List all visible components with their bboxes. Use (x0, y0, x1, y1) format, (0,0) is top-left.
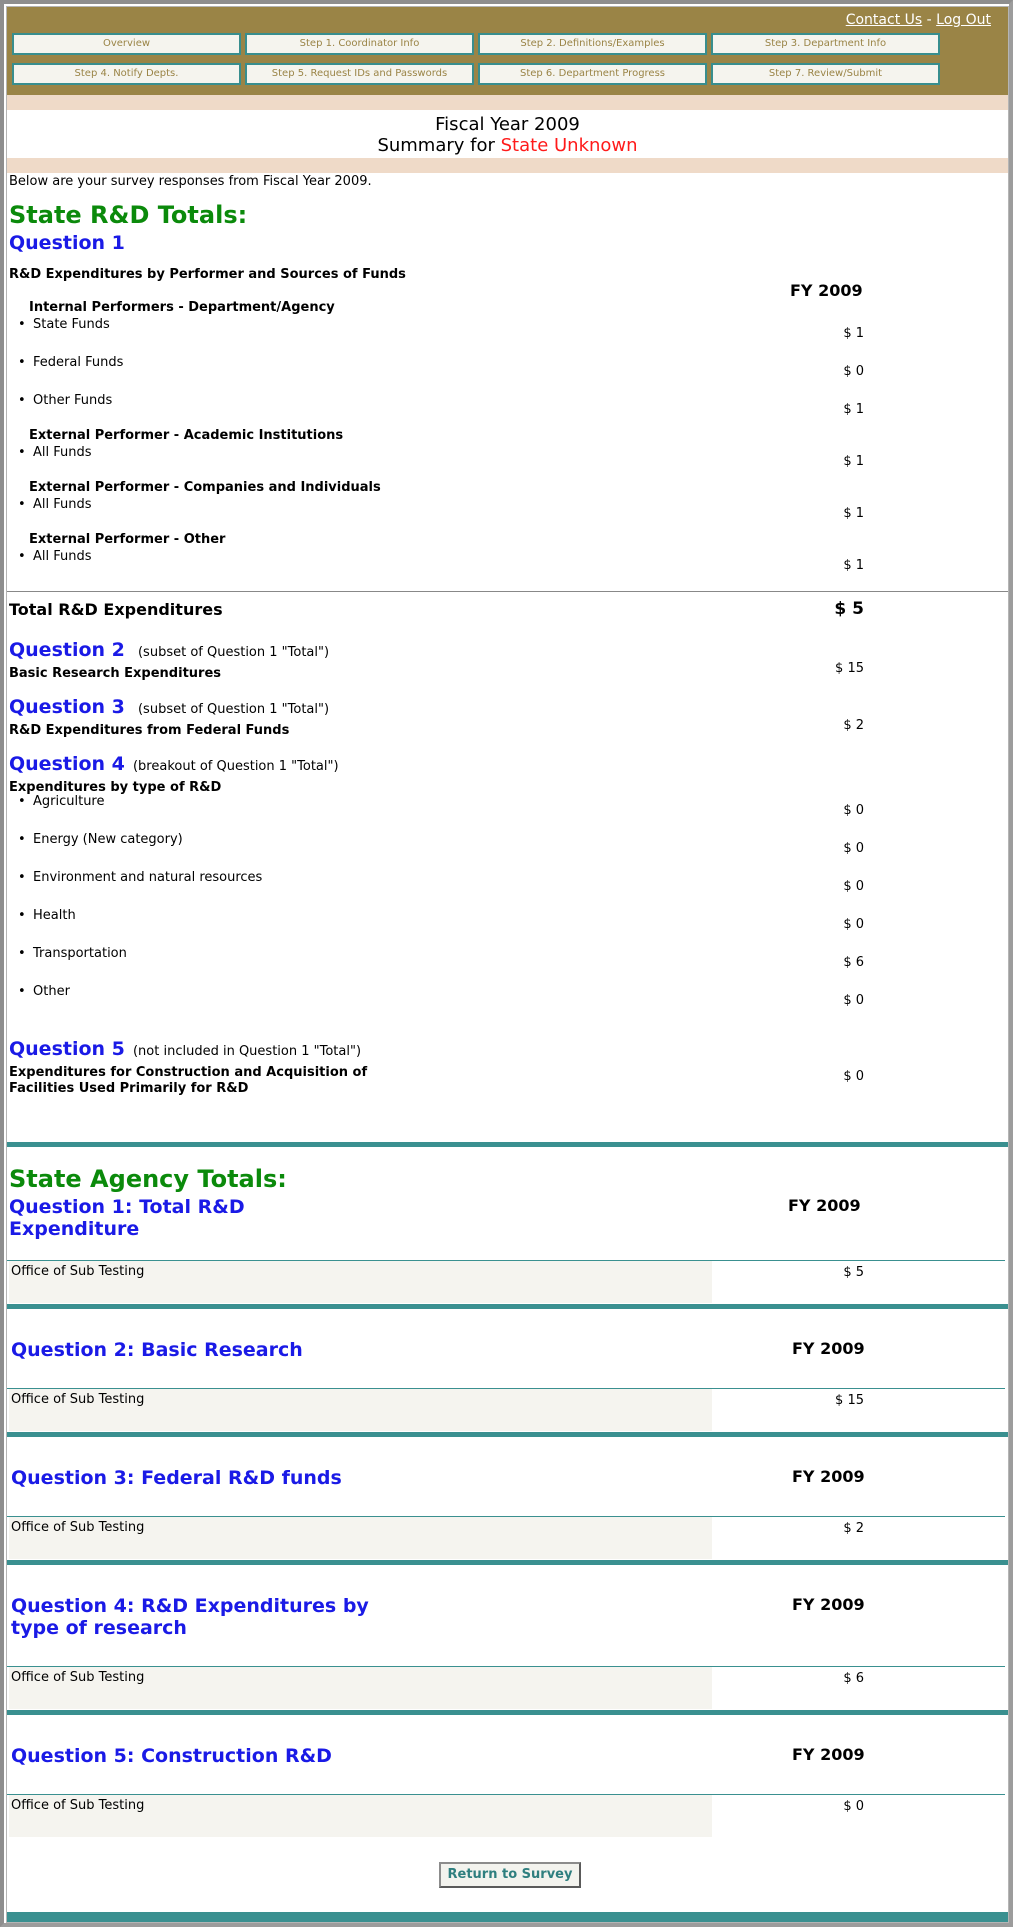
agency-q2-agency-name: Office of Sub Testing (11, 1392, 145, 1407)
agency-q3-title: Question 3: Federal R&D funds (11, 1467, 342, 1489)
agency-q2-value: $ 15 (835, 1393, 864, 1408)
q4-item-energy: • Energy (New category) (33, 832, 183, 847)
q5-note: (not included in Question 1 "Total") (132, 1044, 362, 1059)
federal-funds-label: • Federal Funds (33, 355, 123, 370)
q4-value-health: $ 0 (843, 917, 864, 932)
q4-note: (breakout of Question 1 "Total") (132, 759, 339, 774)
q2-subtitle: Basic Research Expenditures (9, 666, 221, 681)
state-funds-value: $ 1 (843, 326, 864, 341)
state-funds-label: • State Funds (33, 317, 110, 332)
agency-q5-title: Question 5: Construction R&D (11, 1745, 332, 1767)
q4-item-other: • Other (33, 984, 70, 999)
agency-q5-agency-name: Office of Sub Testing (11, 1798, 145, 1813)
q2-label: Question 2 (9, 639, 125, 661)
agency-divider-4 (7, 1710, 1008, 1715)
agency-q2-title: Question 2: Basic Research (11, 1339, 303, 1361)
total-rd-label: Total R&D Expenditures (9, 600, 223, 619)
q3-label: Question 3 (9, 696, 125, 718)
nav-tab-step2[interactable]: Step 2. Definitions/Examples (478, 33, 707, 55)
total-divider (7, 591, 1008, 592)
q5-heading (9, 1038, 361, 1060)
agency-divider-1 (7, 1304, 1008, 1309)
agency-divider-2 (7, 1432, 1008, 1437)
page-title (7, 110, 1008, 158)
agency-q1-title (9, 1196, 245, 1240)
nav-tab-step1[interactable]: Step 1. Coordinator Info (245, 33, 474, 55)
agency-q4-value: $ 6 (843, 1671, 864, 1686)
state-totals-heading: State R&D Totals: (9, 201, 248, 229)
title-band-bottom (7, 158, 1008, 173)
nav-tab-step4[interactable]: Step 4. Notify Depts. (12, 63, 241, 85)
nav-tab-overview[interactable]: Overview (12, 33, 241, 55)
agency-q4-fy-header: FY 2009 (792, 1595, 865, 1614)
q1-fy-header: FY 2009 (790, 281, 863, 300)
agency-q1-value: $ 5 (843, 1265, 864, 1280)
q4-value-transportation: $ 6 (843, 955, 864, 970)
nav-tab-step3[interactable]: Step 3. Department Info (711, 33, 940, 55)
agency-q3-agency-name: Office of Sub Testing (11, 1520, 145, 1535)
title-summary-prefix: Summary for (377, 135, 501, 156)
nav-row-2 (12, 63, 944, 85)
q4-item-transportation: • Transportation (33, 946, 127, 961)
agency-q4-agency-name: Office of Sub Testing (11, 1670, 145, 1685)
contact-us-link[interactable]: Contact Us (845, 12, 923, 28)
log-out-link[interactable]: Log Out (936, 12, 991, 28)
academic-all-funds-label: • All Funds (33, 445, 92, 460)
intro-text: Below are your survey responses from Fiscal Year 2009. (9, 174, 372, 189)
agency-divider-3 (7, 1560, 1008, 1565)
internal-performers-label: Internal Performers - Department/Agency (29, 300, 335, 315)
q5-subtitle-line2: Facilities Used Primarily for R&D (9, 1081, 249, 1096)
q1-subtitle: R&D Expenditures by Performer and Sources of Funds (9, 267, 406, 282)
q4-value-agriculture: $ 0 (843, 803, 864, 818)
state-name: State Unknown (500, 135, 638, 156)
nav-row-1 (12, 33, 944, 55)
nav-tab-step5[interactable]: Step 5. Request IDs and Passwords (245, 63, 474, 85)
agency-q3-value: $ 2 (843, 1521, 864, 1536)
q2-heading (9, 639, 329, 661)
q5-value: $ 0 (843, 1069, 864, 1084)
q4-value-energy: $ 0 (843, 841, 864, 856)
footer-bar (7, 1912, 1008, 1922)
agency-q4-title-line2: type of research (11, 1617, 187, 1639)
agency-q2-fy-header: FY 2009 (792, 1339, 865, 1358)
q1-label: Question 1 (9, 232, 125, 254)
q5-label: Question 5 (9, 1038, 125, 1060)
agency-q1-agency-name: Office of Sub Testing (11, 1264, 145, 1279)
q5-subtitle-line1: Expenditures for Construction and Acquisition of (9, 1065, 368, 1080)
federal-funds-value: $ 0 (843, 364, 864, 379)
title-fiscal-year: Fiscal Year 2009 (435, 114, 580, 135)
q4-heading (9, 753, 339, 775)
agency-q1-fy-header: FY 2009 (788, 1196, 861, 1215)
other-performer-label: External Performer - Other (29, 532, 226, 547)
page-content (6, 6, 1009, 1923)
academic-value: $ 1 (843, 454, 864, 469)
agency-totals-heading: State Agency Totals: (9, 1165, 287, 1193)
companies-performer-label: External Performer - Companies and Individuals (29, 480, 381, 495)
agency-q5-value: $ 0 (843, 1799, 864, 1814)
header-bar (7, 7, 1008, 95)
q4-value-other: $ 0 (843, 993, 864, 1008)
agency-q1-title-line1: Question 1: Total R&D (9, 1196, 245, 1218)
q4-subtitle: Expenditures by type of R&D (9, 780, 222, 795)
agency-q4-title (11, 1595, 369, 1639)
total-rd-value: $ 5 (834, 599, 864, 619)
companies-value: $ 1 (843, 506, 864, 521)
section-divider-1 (7, 1142, 1008, 1147)
other-all-funds-label: • All Funds (33, 549, 92, 564)
q3-note: (subset of Question 1 "Total") (137, 702, 330, 717)
top-links (846, 12, 991, 28)
q4-item-environment: • Environment and natural resources (33, 870, 262, 885)
q3-heading (9, 696, 329, 718)
title-summary (7, 135, 1008, 156)
q4-item-agriculture: • Agriculture (33, 794, 105, 809)
agency-q3-fy-header: FY 2009 (792, 1467, 865, 1486)
other-value: $ 1 (843, 558, 864, 573)
agency-q5-fy-header: FY 2009 (792, 1745, 865, 1764)
return-to-survey-button[interactable]: Return to Survey (439, 1862, 581, 1888)
link-separator: - (926, 12, 932, 28)
q2-value: $ 15 (835, 661, 864, 676)
other-funds-label: • Other Funds (33, 393, 112, 408)
q3-subtitle: R&D Expenditures from Federal Funds (9, 723, 290, 738)
q4-item-health: • Health (33, 908, 76, 923)
academic-performer-label: External Performer - Academic Institutions (29, 428, 344, 443)
q4-label: Question 4 (9, 753, 125, 775)
q2-note: (subset of Question 1 "Total") (137, 645, 330, 660)
nav-tab-step7[interactable]: Step 7. Review/Submit (711, 63, 940, 85)
q3-value: $ 2 (843, 718, 864, 733)
agency-q1-title-line2: Expenditure (9, 1218, 140, 1240)
q4-value-environment: $ 0 (843, 879, 864, 894)
companies-all-funds-label: • All Funds (33, 497, 92, 512)
agency-q4-title-line1: Question 4: R&D Expenditures by (11, 1595, 369, 1617)
nav-tab-step6[interactable]: Step 6. Department Progress (478, 63, 707, 85)
other-funds-value: $ 1 (843, 402, 864, 417)
title-band-top (7, 95, 1008, 110)
